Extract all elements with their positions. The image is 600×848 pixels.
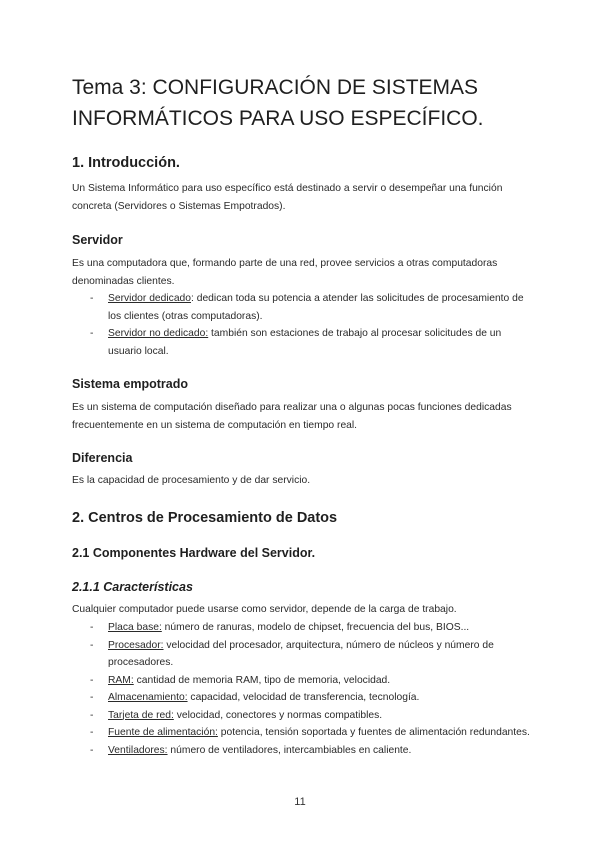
subheading-caracteristicas: 2.1.1 Características — [72, 580, 193, 594]
list-item — [72, 672, 532, 690]
list-item-term: Tarjeta de red: — [108, 709, 174, 721]
list-item-term: Almacenamiento: — [108, 692, 188, 703]
servidor-paragraph: Es una computadora que, formando parte de una red, provee servicios a otras computadoras denominadas clientes. — [72, 258, 498, 287]
list-item — [72, 619, 532, 637]
caracteristicas-list — [72, 619, 532, 759]
list-item — [72, 724, 532, 742]
subheading-diferencia: Diferencia — [72, 451, 133, 465]
dash-bullet: - — [90, 639, 94, 651]
dash-bullet: - — [90, 744, 94, 756]
dash-bullet: - — [90, 674, 94, 686]
list-item-term: Ventiladores: — [108, 744, 168, 756]
page-number: 11 — [294, 796, 306, 808]
dash-bullet: - — [90, 622, 94, 633]
list-item-term: Procesador: — [108, 639, 164, 651]
list-item-term: RAM: — [108, 674, 134, 686]
list-item-desc: número de ranuras, modelo de chipset, frecuencia del bus, BIOS... — [161, 622, 470, 633]
list-item — [72, 707, 532, 725]
list-item-desc: número de ventiladores, intercambiables en caliente. — [167, 744, 412, 756]
list-item-desc: velocidad del procesador, arquitectura, número de núcleos y número de procesadores. — [108, 639, 494, 668]
dash-bullet: - — [90, 293, 94, 304]
section-heading-introduccion: 1. Introducción. — [72, 155, 180, 171]
subheading-sistema-empotrado: Sistema empotrado — [72, 377, 189, 391]
list-item-term: Placa base: — [108, 622, 162, 633]
list-item-desc: velocidad, conectores y normas compatibles. — [173, 709, 383, 721]
list-item-term: Servidor dedicado — [108, 293, 191, 304]
caracteristicas-paragraph: Cualquier computador puede usarse como servidor, depende de la carga de trabajo. — [72, 604, 457, 615]
subheading-componentes-hardware: 2.1 Componentes Hardware del Servidor. — [72, 546, 316, 560]
list-item-desc: también son estaciones de trabajo al procesar solicitudes de un usuario local. — [108, 328, 502, 357]
list-item — [72, 325, 532, 360]
list-item-desc: : dedican toda su potencia a atender las solicitudes de procesamiento de los clientes (otras computadoras). — [108, 293, 524, 322]
dash-bullet: - — [90, 727, 94, 738]
list-item — [72, 742, 532, 760]
intro-paragraph: Un Sistema Informático para uso específico está destinado a servir o desempeñar una función concreta (Servidores o Sistemas Empotrados). — [72, 183, 503, 212]
servidor-list — [72, 290, 532, 360]
section-heading-cpd: 2. Centros de Procesamiento de Datos — [72, 510, 338, 526]
list-item-desc: potencia, tensión soportada y fuentes de alimentación redundantes. — [217, 727, 530, 738]
list-item-desc: capacidad, velocidad de transferencia, tecnología. — [187, 692, 420, 703]
list-item — [72, 689, 532, 707]
list-item — [72, 637, 532, 672]
page-title: Tema 3: CONFIGURACIÓN DE SISTEMAS INFORMÁTICOS PARA USO ESPECÍFICO. — [72, 76, 484, 130]
empotrado-paragraph: Es un sistema de computación diseñado para realizar una o algunas pocas funciones dedicadas frecuentemente en un sistema de computación en tiempo real. — [72, 402, 512, 431]
dash-bullet: - — [90, 692, 94, 703]
dash-bullet: - — [90, 709, 94, 721]
dash-bullet: - — [90, 328, 94, 339]
diferencia-paragraph: Es la capacidad de procesamiento y de dar servicio. — [72, 475, 311, 486]
subheading-servidor: Servidor — [72, 233, 123, 247]
list-item-term: Servidor no dedicado: — [108, 328, 209, 339]
list-item-desc: cantidad de memoria RAM, tipo de memoria, velocidad. — [133, 674, 391, 686]
list-item — [72, 290, 532, 325]
list-item-term: Fuente de alimentación: — [108, 727, 218, 738]
